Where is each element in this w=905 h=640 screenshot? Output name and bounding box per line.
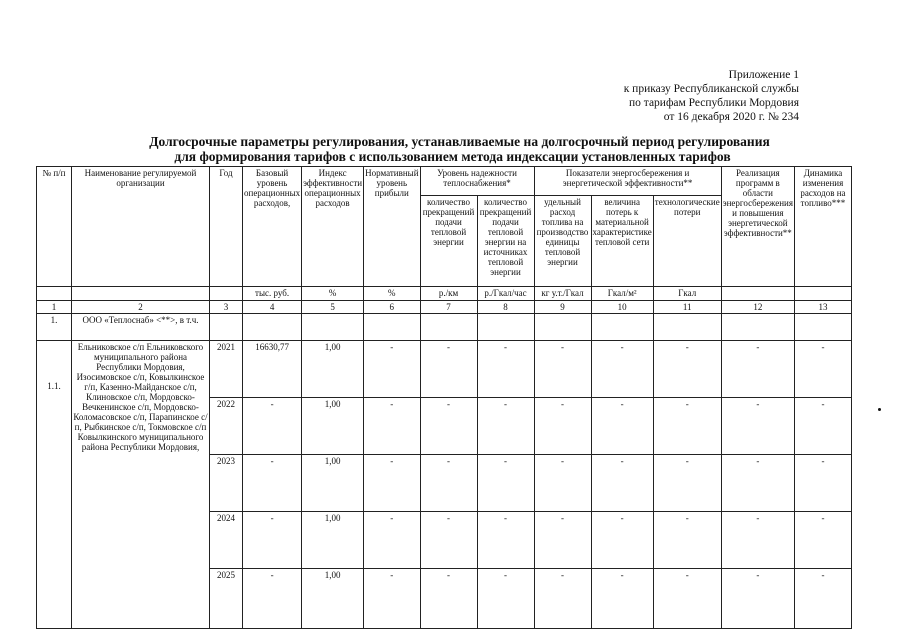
colnum: 3 — [210, 301, 243, 314]
colnum: 8 — [477, 301, 534, 314]
unit-base: тыс. руб. — [243, 287, 302, 301]
cell-c11: - — [653, 398, 721, 455]
document-title — [0, 134, 905, 164]
unit-en-c: Гкал — [653, 287, 721, 301]
cell-c11: - — [653, 455, 721, 512]
cell-index: 1,00 — [302, 455, 364, 512]
cell-base: - — [243, 398, 302, 455]
header-index: Индекс эффективности операционных расходов — [302, 167, 364, 287]
parameters-table — [36, 166, 852, 629]
unit-en-a: кг у.т./Гкал — [534, 287, 591, 301]
cell-c7: - — [420, 398, 477, 455]
colnum: 12 — [721, 301, 794, 314]
cell-norm: - — [364, 512, 420, 569]
cell-c10: - — [591, 398, 653, 455]
header-programs: Реализация программ в области энергосбережения и повышения энергетической эффективности** — [721, 167, 794, 287]
header-dynamics: Динамика изменения расходов на топливо*** — [794, 167, 851, 287]
appendix-line: к приказу Республиканской службы — [623, 83, 799, 95]
cell-c13: - — [794, 569, 851, 629]
cell-c12: - — [721, 455, 794, 512]
header-reliability: Уровень надежности теплоснабжения* — [420, 167, 534, 196]
colnum: 4 — [243, 301, 302, 314]
colnum: 5 — [302, 301, 364, 314]
cell-c8: - — [477, 341, 534, 398]
cell-c11: - — [653, 512, 721, 569]
cell-c10: - — [591, 512, 653, 569]
cell-c8: - — [477, 398, 534, 455]
sub-name: Ельниковское с/п Ельниковского муниципального района Республики Мордовия, Изосимовское с/п, Ковылкинское г/п, Казенно-Майданское с/п, Клиновское с/п, Мордовско-Вечкенинское с/п, Мордовско-Коломасовское с/п, Парапинское с/п, Рыбкинское с/п, Токмовское с/п Ковылкинского муниципального района Республики Мордовия, — [72, 341, 210, 629]
cell-year: 2022 — [210, 398, 243, 455]
cell-year: 2025 — [210, 569, 243, 629]
title-line-2: для формирования тарифов с использованием метода индексации установленных тарифов — [174, 149, 731, 164]
colnum: 6 — [364, 301, 420, 314]
cell-c9: - — [534, 398, 591, 455]
cell-base: - — [243, 569, 302, 629]
cell-c7: - — [420, 341, 477, 398]
cell-c12: - — [721, 341, 794, 398]
cell-norm: - — [364, 569, 420, 629]
header-en-a: удельный расход топлива на производство единицы тепловой энергии — [534, 196, 591, 287]
cell-c8: - — [477, 512, 534, 569]
cell-c13: - — [794, 512, 851, 569]
colnum: 13 — [794, 301, 851, 314]
cell-norm: - — [364, 455, 420, 512]
cell-index: 1,00 — [302, 569, 364, 629]
colnum: 2 — [72, 301, 210, 314]
cell-c7: - — [420, 569, 477, 629]
appendix-line: по тарифам Республики Мордовия — [629, 97, 799, 109]
cell-c10: - — [591, 341, 653, 398]
unit-rel-b: р./Гкал/час — [477, 287, 534, 301]
cell-index: 1,00 — [302, 341, 364, 398]
cell-c13: - — [794, 455, 851, 512]
sub-num: 1.1. — [37, 341, 72, 629]
unit-en-b: Гкал/м² — [591, 287, 653, 301]
title-line-1: Долгосрочные параметры регулирования, устанавливаемые на долгосрочный период регулирования — [149, 134, 770, 149]
cell-norm: - — [364, 398, 420, 455]
cell-c13: - — [794, 398, 851, 455]
header-rel-a: количество прекращений подачи тепловой энергии — [420, 196, 477, 287]
cell-c10: - — [591, 569, 653, 629]
cell-c9: - — [534, 341, 591, 398]
unit-rel-a: р./км — [420, 287, 477, 301]
appendix-line: от 16 декабря 2020 г. № 234 — [663, 111, 799, 123]
column-numbers-row — [37, 301, 852, 314]
header-base: Базовый уровень операционных расходов, — [243, 167, 302, 287]
org-name: ООО «Теплоснаб» <**>, в т.ч. — [72, 314, 210, 341]
org-row — [37, 314, 852, 341]
cell-base: - — [243, 512, 302, 569]
cell-c13: - — [794, 341, 851, 398]
unit-index: % — [302, 287, 364, 301]
cell-c9: - — [534, 569, 591, 629]
cell-norm: - — [364, 341, 420, 398]
header-energy: Показатели энергосбережения и энергетической эффективности** — [534, 167, 721, 196]
cell-c12: - — [721, 512, 794, 569]
cell-year: 2021 — [210, 341, 243, 398]
cell-year: 2023 — [210, 455, 243, 512]
stray-dot — [878, 408, 881, 411]
cell-c11: - — [653, 341, 721, 398]
table-row — [37, 341, 852, 398]
cell-c7: - — [420, 512, 477, 569]
unit-norm: % — [364, 287, 420, 301]
header-norm: Нормативный уровень прибыли — [364, 167, 420, 287]
cell-c10: - — [591, 455, 653, 512]
appendix-line: Приложение 1 — [728, 69, 799, 81]
colnum: 7 — [420, 301, 477, 314]
cell-c9: - — [534, 512, 591, 569]
cell-year: 2024 — [210, 512, 243, 569]
header-num: № п/п — [37, 167, 72, 287]
cell-base: - — [243, 455, 302, 512]
cell-c7: - — [420, 455, 477, 512]
cell-c8: - — [477, 455, 534, 512]
header-en-c: технологические потери — [653, 196, 721, 287]
cell-base: 16630,77 — [243, 341, 302, 398]
header-rel-b: количество прекращений подачи тепловой энергии на источниках тепловой энергии — [477, 196, 534, 287]
header-en-b: величина потерь к материальной характеристике тепловой сети — [591, 196, 653, 287]
cell-index: 1,00 — [302, 512, 364, 569]
header-year: Год — [210, 167, 243, 287]
cell-c8: - — [477, 569, 534, 629]
cell-c11: - — [653, 569, 721, 629]
colnum: 9 — [534, 301, 591, 314]
colnum: 10 — [591, 301, 653, 314]
colnum: 11 — [653, 301, 721, 314]
colnum: 1 — [37, 301, 72, 314]
cell-c12: - — [721, 569, 794, 629]
cell-index: 1,00 — [302, 398, 364, 455]
header-org: Наименование регулируемой организации — [72, 167, 210, 287]
cell-c9: - — [534, 455, 591, 512]
org-num: 1. — [37, 314, 72, 341]
appendix-block — [624, 68, 799, 124]
cell-c12: - — [721, 398, 794, 455]
